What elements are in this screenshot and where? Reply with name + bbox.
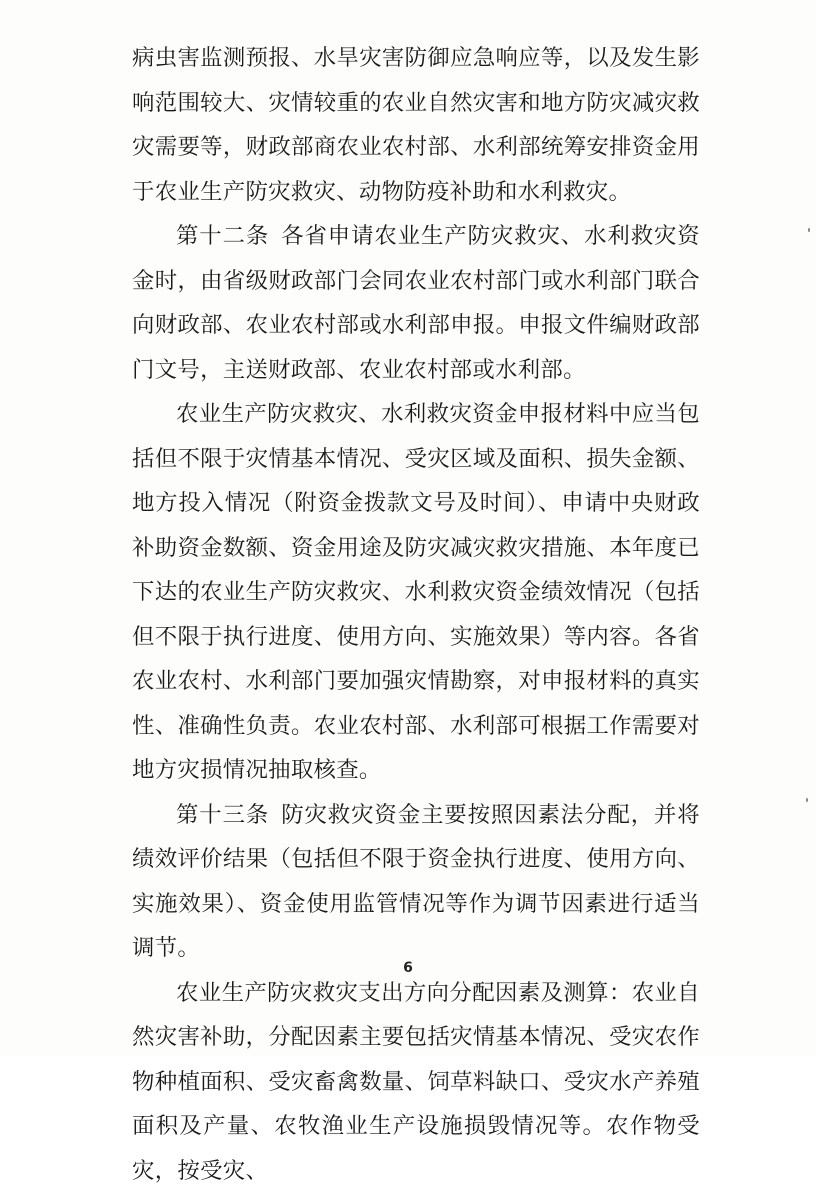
- paragraph-4-text: 防灾救灾资金主要按照因素法分配，并将绩效评价结果（包括但不限于资金执行进度、使用方向、实施效果）、资金使用监管情况等作为调节因素进行适当调节。: [132, 802, 700, 962]
- article-12-heading: 第十二条: [176, 223, 269, 249]
- scan-speck: [806, 798, 808, 802]
- paragraph-3-text: 农业生产防灾救灾、水利救灾资金申报材料中应当包括但不限于灾情基本情况、受灾区域及面积、损失金额、地方投入情况（附资金拨款文号及时间）、申请中央财政补助资金数额、资金用途及防灾减灾救灾措施、本年度已下达的农业生产防灾救灾、水利救灾资金绩效情况（包括但不限于执行进度、使用方向、实施效果）等内容。各省农业农村、水利部门要加强灾情勘察，对申报材料的真实性、准确性负责。农业农村部、水利部可根据工作需要对地方灾损情况抽取核查。: [132, 401, 700, 783]
- paragraph-1: [132, 36, 700, 214]
- body-text: [132, 36, 700, 1193]
- paragraph-3: [132, 392, 700, 793]
- paragraph-1-text: 病虫害监测预报、水旱灾害防御应急响应等，以及发生影响范围较大、灾情较重的农业自然灾害和地方防灾减灾救灾需要等，财政部商农业农村部、水利部统筹安排资金用于农业生产防灾救灾、动物防疫补助和水利救灾。: [132, 45, 700, 205]
- article-13-heading: 第十三条: [176, 802, 269, 828]
- paragraph-2: [132, 214, 700, 392]
- page-number: 6: [0, 960, 816, 976]
- paragraph-5: [132, 971, 700, 1193]
- paragraph-2-text: 各省申请农业生产防灾救灾、水利救灾资金时，由省级财政部门会同农业农村部门或水利部门联合向财政部、农业农村部或水利部申报。申报文件编财政部门文号，主送财政部、农业农村部或水利部。: [132, 223, 700, 383]
- paragraph-5-text: 农业生产防灾救灾支出方向分配因素及测算：农业自然灾害补助，分配因素主要包括灾情基本情况、受灾农作物种植面积、受灾畜禽数量、饲草料缺口、受灾水产养殖面积及产量、农牧渔业生产设施损毁情况等。农作物受灾，按受灾、: [132, 980, 700, 1184]
- paragraph-4: [132, 793, 700, 971]
- scan-speck: [808, 228, 810, 232]
